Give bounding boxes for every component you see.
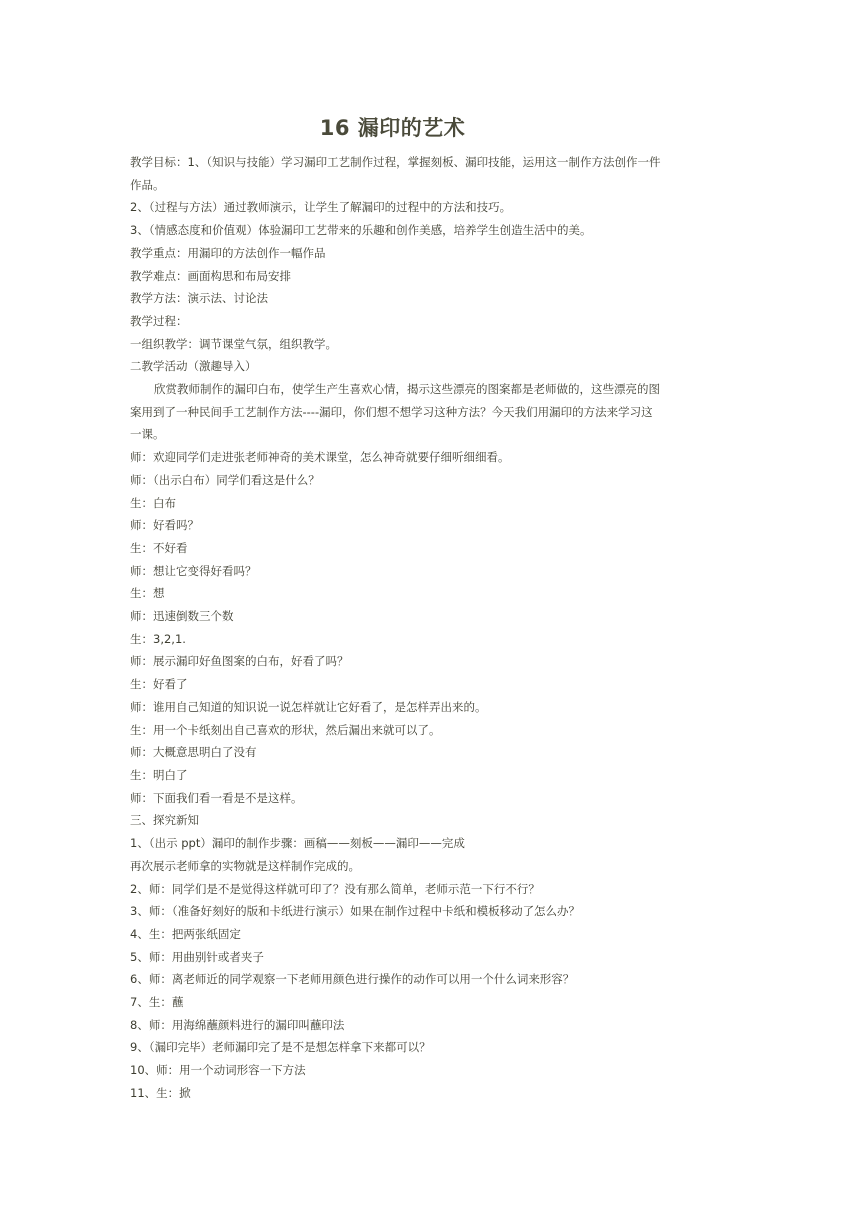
text-line: 师：好看吗？: [130, 518, 199, 533]
text-line: 教学方法：演示法、讨论法: [130, 291, 268, 306]
text-line: 2、师：同学们是不是觉得这样就可印了？没有那么简单，老师示范一下行不行？: [130, 881, 540, 896]
text-line: 再次展示老师拿的实物就是这样制作完成的。: [130, 858, 360, 873]
text-line: 6、师：离老师近的同学观察一下老师用颜色进行操作的动作可以用一个什么词来形容？: [130, 972, 575, 987]
text-line: 生：明白了: [130, 767, 188, 782]
text-line: 1、（出示 ppt）漏印的制作步骤：画稿——刻板——漏印——完成: [130, 836, 465, 851]
text-line: 生：3,2,1.: [130, 631, 186, 646]
text-line: 欣赏教师制作的漏印白布，使学生产生喜欢心情，揭示这些漂亮的图案都是老师做的，这些漂亮的图: [154, 382, 660, 397]
text-line: 2、（过程与方法）通过教师演示，让学生了解漏印的过程中的方法和技巧。: [130, 200, 512, 215]
text-line: 生：白布: [130, 495, 176, 510]
text-line: 8、师：用海绵蘸颜料进行的漏印叫蘸印法: [130, 1017, 345, 1032]
text-line: 11、生：掀: [130, 1085, 191, 1100]
text-line: 二教学活动（激趣导入）: [130, 359, 257, 374]
text-line: 生：不好看: [130, 540, 188, 555]
text-line: 生：好看了: [130, 677, 188, 692]
text-line: 作品。: [130, 177, 165, 192]
document-title: 16 漏印的艺术: [319, 116, 466, 140]
text-line: 4、生：把两张纸固定: [130, 926, 241, 941]
text-line: 师：大概意思明白了没有: [130, 745, 257, 760]
text-line: 师：展示漏印好鱼图案的白布，好看了吗？: [130, 654, 349, 669]
text-line: 师：下面我们看一看是不是这样。: [130, 790, 303, 805]
text-line: 3、（情感态度和价值观）体验漏印工艺带来的乐趣和创作美感，培养学生创造生活中的美。: [130, 223, 592, 238]
text-line: 教学过程：: [130, 313, 188, 328]
text-line: 生：用一个卡纸刻出自己喜欢的形状，然后漏出来就可以了。: [130, 722, 441, 737]
text-line: 3、师：（准备好刻好的版和卡纸进行演示）如果在制作过程中卡纸和模板移动了怎么办？: [130, 904, 581, 919]
text-line: 师：欢迎同学们走进张老师神奇的美术课堂，怎么神奇就要仔细听细细看。: [130, 450, 510, 465]
text-line: 师：谁用自己知道的知识说一说怎样就让它好看了，是怎样弄出来的。: [130, 699, 487, 714]
text-line: 案用到了一种民间手工艺制作方法----漏印，你们想不想学习这种方法？今天我们用漏印的方法来学习这: [130, 404, 653, 419]
text-line: 师：想让它变得好看吗？: [130, 563, 257, 578]
text-line: 10、师：用一个动词形容一下方法: [130, 1063, 306, 1078]
text-line: 教学目标：1、（知识与技能）学习漏印工艺制作过程，掌握刻板、漏印技能，运用这一制作方法创作一件: [130, 155, 661, 169]
text-line: 教学重点：用漏印的方法创作一幅作品: [130, 245, 326, 260]
text-line: 一组织教学：调节课堂气氛，组织教学。: [130, 336, 337, 351]
text-line: 生：想: [130, 586, 165, 601]
document-body: [130, 151, 732, 1105]
text-line: 9、（漏印完毕）老师漏印完了是不是想怎样拿下来都可以？: [130, 1040, 431, 1055]
text-line: 5、师：用曲别针或者夹子: [130, 949, 264, 964]
text-line: 三、探究新知: [130, 813, 199, 828]
text-line: 师：迅速倒数三个数: [130, 609, 234, 624]
text-line: 一课。: [130, 427, 165, 442]
text-line: 7、生：蘸: [130, 995, 184, 1010]
text-line: 教学难点：画面构思和布局安排: [130, 268, 291, 283]
text-line: 师：（出示白布）同学们看这是什么？: [130, 472, 320, 487]
